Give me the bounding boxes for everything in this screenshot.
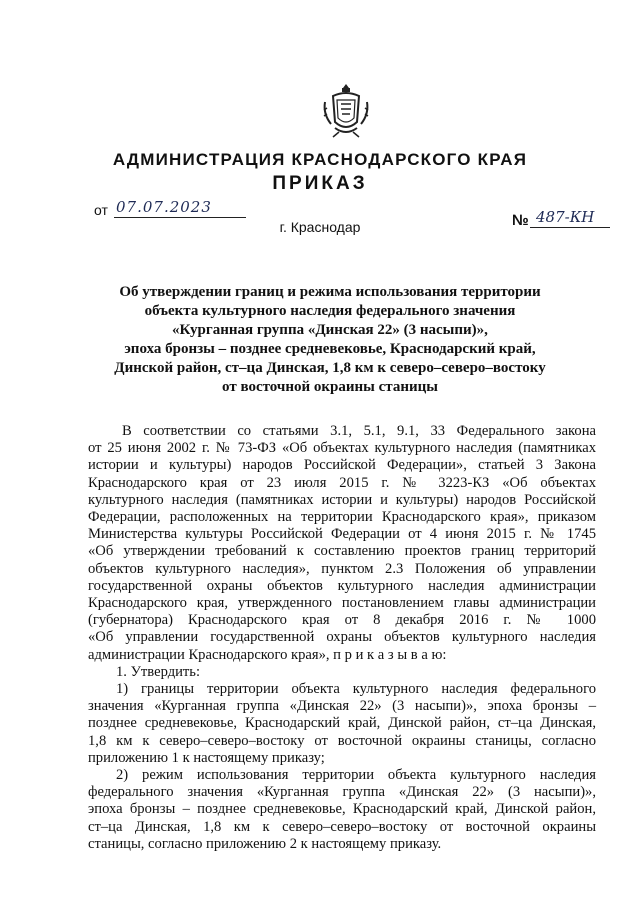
title-line: Динской район, ст–ца Динская, 1,8 км к северо–северо–востоку [114,360,546,376]
number-value: 487-КН [536,208,595,226]
date-underline [114,217,246,218]
document-title [100,283,560,397]
body-line: истории и культуры) народов Российской Федерации», статьей 3 Закона [88,457,596,474]
title-line: Об утверждении границ и режима использования территории [119,284,541,300]
body-line: Федерации, расположенных на территории Краснодарского края», приказом [88,509,596,526]
body-line: от 25 июня 2002 г. № 73-ФЗ «Об объектах культурного наследия (памятниках [88,440,596,457]
body-line: Краснодарского края от 23 июля 2015 г. № 3223-КЗ «Об объектах [88,474,596,491]
body-line: администрации Краснодарского края», п р и к а з ы в а ю: [88,646,447,663]
body-line: объектов культурного наследия», пунктом 2.3 Положения об управлении [88,560,596,577]
body-line: культурного наследия (памятниках истории и культуры) народов Российской [88,491,596,508]
number-underline [530,227,610,228]
body-line: «Об утверждении требований к составлению проектов границ территорий [88,543,596,560]
date-label: от [94,202,108,218]
number-label: № [512,212,529,229]
body-line: приложению 1 к настоящему приказу; [88,749,325,766]
organization-name: АДМИНИСТРАЦИЯ КРАСНОДАРСКОГО КРАЯ [112,150,528,169]
date-value: 07.07.2023 [116,198,212,216]
document-body [88,423,596,853]
body-line: позднее средневековье, Краснодарский край, Динской район, ст–ца Динская, [88,715,596,732]
body-line: (губернатора) Краснодарского края от 8 декабря 2016 г. № 1000 [88,612,596,629]
body-line: 1. Утвердить: [116,663,201,680]
body-line: «Об управлении государственной охраны объектов культурного наследия [88,629,596,646]
body-line: государственной охраны объектов культурного наследия администрации [88,577,596,594]
body-line: 2) режим использования территории объекта культурного наследия [116,767,596,784]
body-line: 1) границы территории объекта культурного наследия федерального [116,681,596,698]
city-name: г. Краснодар [279,219,361,235]
body-line: эпоха бронзы – позднее средневековье, Краснодарский край, Динской район, [88,801,596,818]
body-line: Министерства культуры Российской Федерации от 4 июня 2015 г. № 1745 [88,526,596,543]
body-line: станицы, согласно приложению 2 к настоящему приказу. [88,835,442,852]
krasnodar-coat-of-arms-icon [321,82,371,138]
title-line: объекта культурного наследия федерального значения [144,303,516,319]
document-type: ПРИКАЗ [272,173,368,194]
title-line: от восточной окраины станицы [222,379,438,395]
body-line: ст–ца Динская, 1,8 км к северо–северо–востоку от восточной окраины [88,818,596,835]
body-line: значения «Курганная группа «Динская 22» (3 насыпи)», эпоха бронзы – [88,698,596,715]
body-line: В соответствии со статьями 3.1, 5.1, 9.1, 33 Федерального закона [122,423,596,439]
title-line: «Курганная группа «Динская 22» (3 насыпи)», [172,322,488,338]
body-line: 1,8 км к северо–северо–востоку от восточной окраины станицы, согласно [88,732,596,749]
body-line: Краснодарского края, утвержденного постановлением главы администрации [88,595,596,612]
body-line: федерального значения «Курганная группа «Динская 22» (3 насыпи)», [88,784,596,801]
title-line: эпоха бронзы – позднее средневековье, Краснодарский край, [124,341,536,357]
